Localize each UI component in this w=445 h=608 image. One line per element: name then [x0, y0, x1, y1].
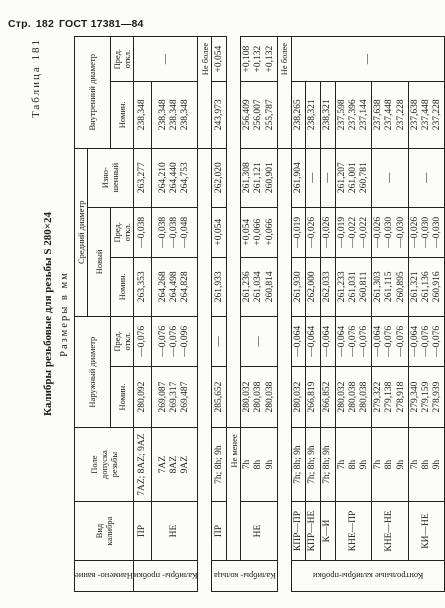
- value-cell: 269,087 269,317 269,487: [151, 366, 197, 428]
- field-cell: 7h; 8h; 9h: [306, 428, 321, 502]
- value-cell: 261,933: [212, 257, 227, 316]
- value-cell: —0,038 —0,038 —0,048: [151, 207, 197, 257]
- value-cell: +0,054 +0,066 +0,066: [241, 207, 278, 257]
- value-cell: 238,348: [133, 82, 151, 148]
- value-cell: 238,321: [306, 82, 321, 148]
- rotated-table-block: [22, 36, 443, 592]
- kind-cell: КНЕ—НЕ: [372, 501, 409, 560]
- value-cell: 262,020: [212, 148, 227, 207]
- field-cell: 7h 8h 9h: [408, 428, 445, 502]
- col-header-kind: Вид калибра: [75, 501, 134, 560]
- value-cell: 237,638 237,448 237,228: [408, 82, 445, 148]
- note-row: [227, 37, 241, 592]
- col-header-group: Наимено- вание: [75, 561, 134, 592]
- field-cell: 7h 8h 9h: [372, 428, 409, 502]
- table-row: [408, 37, 445, 592]
- value-cell: +0,054: [212, 37, 227, 82]
- value-cell: 256,409 256,007 255,787: [241, 82, 278, 148]
- value-cell: 261,233 261,031 260,811: [335, 257, 372, 316]
- value-cell: —0,026: [320, 207, 335, 257]
- table-title: Калибры резьбовые для резьбы S 280×24: [42, 211, 54, 417]
- col-header-outer: Наружный диаметр: [75, 316, 111, 427]
- group-label-rings: Калибры- кольца: [212, 561, 277, 592]
- field-cell: 7h; 8h; 9h: [291, 428, 305, 502]
- value-cell: —0,026 —0,030 —0,030: [372, 207, 409, 257]
- value-cell: 266,852: [320, 366, 335, 428]
- value-cell: —0,038: [133, 207, 151, 257]
- value-cell: 237,638 237,448 237,228: [372, 82, 409, 148]
- kind-cell: НЕ: [151, 501, 197, 560]
- value-cell: —0,064: [306, 316, 321, 366]
- kind-cell: КПР—ПР: [291, 501, 305, 560]
- field-cell: 7AZ 8AZ 9AZ: [151, 428, 197, 502]
- field-cell: 7h; 8h; 9h: [320, 428, 335, 502]
- col-header-inner-nominal: Номин.: [110, 82, 133, 148]
- note-row: [277, 37, 291, 592]
- value-cell: 279,322 279,138 278,918: [372, 366, 409, 428]
- note-row: [198, 37, 212, 592]
- note-ne-bolee-2: Не более: [277, 37, 291, 149]
- value-cell: 279,340 279,159 278,939: [408, 366, 445, 428]
- value-cell: —: [306, 148, 321, 207]
- kind-cell: ПР: [133, 501, 151, 560]
- value-cell: 263,353: [133, 257, 151, 316]
- value-cell: 261,303 261,115 260,895: [372, 257, 409, 316]
- table-number: Таблица 181: [30, 38, 42, 119]
- col-header-new: Новый: [88, 207, 111, 316]
- value-cell: —0,076: [133, 316, 151, 366]
- col-header-inner: Внутренний диаметр: [75, 37, 111, 149]
- kind-cell: КПР—НЕ: [306, 501, 321, 560]
- value-cell: 237,598 237,396 237,144: [335, 82, 372, 148]
- value-cell: 261,930: [291, 257, 305, 316]
- value-cell: 243,973: [212, 82, 227, 148]
- value-cell: —0,064: [291, 316, 305, 366]
- value-cell: —: [291, 37, 445, 82]
- value-cell: —0,026: [306, 207, 321, 257]
- col-header-inner-dev: Пред. откл.: [110, 37, 133, 82]
- field-cell: 7AZ; 8AZ; 9AZ: [133, 428, 151, 502]
- value-cell: 266,819: [306, 366, 321, 428]
- page-number: 182: [35, 18, 54, 30]
- value-cell: 280,092: [133, 366, 151, 428]
- col-header-middle-dev: Пред. откл.: [110, 207, 133, 257]
- field-cell: 7h 8h 9h: [241, 428, 278, 502]
- table-row: [133, 37, 151, 592]
- note-ne-bolee: Не более: [198, 37, 212, 149]
- value-cell: 261,236 261,034 260,814: [241, 257, 278, 316]
- standard-code: ГОСТ 17381—84: [58, 18, 144, 30]
- table-row: [212, 37, 227, 592]
- value-cell: 238,321: [320, 82, 335, 148]
- value-cell: —0,076 —0,076 —0,096: [151, 316, 197, 366]
- gauge-table: [74, 36, 445, 592]
- value-cell: —0,019 —0,022 —0,022: [335, 207, 372, 257]
- value-cell: 238,348 238,348 238,348: [151, 82, 197, 148]
- value-cell: 264,268 264,498 264,828: [151, 257, 197, 316]
- table-row: [335, 37, 372, 592]
- value-cell: 280,032 280,038 280,038: [241, 366, 278, 428]
- value-cell: 264,210 264,440 264,753: [151, 148, 197, 207]
- table-row: [372, 37, 409, 592]
- kind-cell: КНЕ—ПР: [335, 501, 372, 560]
- table-row: [241, 37, 278, 592]
- table-subtitle: Размеры в мм: [59, 271, 70, 357]
- value-cell: —: [212, 316, 227, 366]
- field-cell: 7h; 8h; 9h: [212, 428, 227, 502]
- value-cell: —: [133, 37, 198, 82]
- value-cell: 261,207 261,001 260,781: [335, 148, 372, 207]
- kind-cell: ПР: [212, 501, 227, 560]
- value-cell: —0,064 —0,076 —0,076: [335, 316, 372, 366]
- group-label-control: Контрольные калибры-пробки: [291, 561, 445, 592]
- col-header-outer-dev: Пред. откл.: [110, 316, 133, 366]
- value-cell: —: [241, 316, 278, 366]
- value-cell: 262,000: [306, 257, 321, 316]
- col-header-field: Поле допуска резьбы: [75, 428, 134, 502]
- value-cell: 285,652: [212, 366, 227, 428]
- value-cell: +0,108 +0,132 +0,132: [241, 37, 278, 82]
- table-row: [306, 37, 321, 592]
- value-cell: +0,054: [212, 207, 227, 257]
- value-cell: 261,321 261,136 260,916: [408, 257, 445, 316]
- table-row: [320, 37, 335, 592]
- value-cell: —: [408, 148, 445, 207]
- value-cell: 280,032: [291, 366, 305, 428]
- table-row: [291, 37, 305, 592]
- col-header-middle: Средний диаметр: [75, 148, 88, 316]
- col-header-outer-nominal: Номин.: [110, 366, 133, 428]
- kind-cell: НЕ: [241, 501, 278, 560]
- group-label-plugs: Калибры- пробки: [133, 561, 198, 592]
- value-cell: 261,904: [291, 148, 305, 207]
- value-cell: 261,308 261,121 260,901: [241, 148, 278, 207]
- value-cell: 238,265: [291, 82, 305, 148]
- value-cell: —: [320, 148, 335, 207]
- value-cell: —0,064 —0,076 —0,076: [372, 316, 409, 366]
- page-header: [8, 18, 149, 30]
- value-cell: 280,032 280,038 280,038: [335, 366, 372, 428]
- value-cell: —0,026 —0,030 —0,030: [408, 207, 445, 257]
- note-ne-menee: Не менее: [227, 428, 241, 561]
- value-cell: 263,277: [133, 148, 151, 207]
- table-row: [151, 37, 197, 592]
- col-header-worn: Изно- шенный: [88, 148, 134, 207]
- value-cell: 262,033: [320, 257, 335, 316]
- value-cell: —0,064 —0,076 —0,076: [408, 316, 445, 366]
- value-cell: —: [372, 148, 409, 207]
- field-cell: 7h 8h 9h: [335, 428, 372, 502]
- col-header-middle-nominal: Номин.: [110, 257, 133, 316]
- kind-cell: КИ—НЕ: [408, 501, 445, 560]
- value-cell: —0,019: [291, 207, 305, 257]
- value-cell: —0,064: [320, 316, 335, 366]
- kind-cell: К—И: [320, 501, 335, 560]
- page-prefix: Стр.: [8, 18, 31, 30]
